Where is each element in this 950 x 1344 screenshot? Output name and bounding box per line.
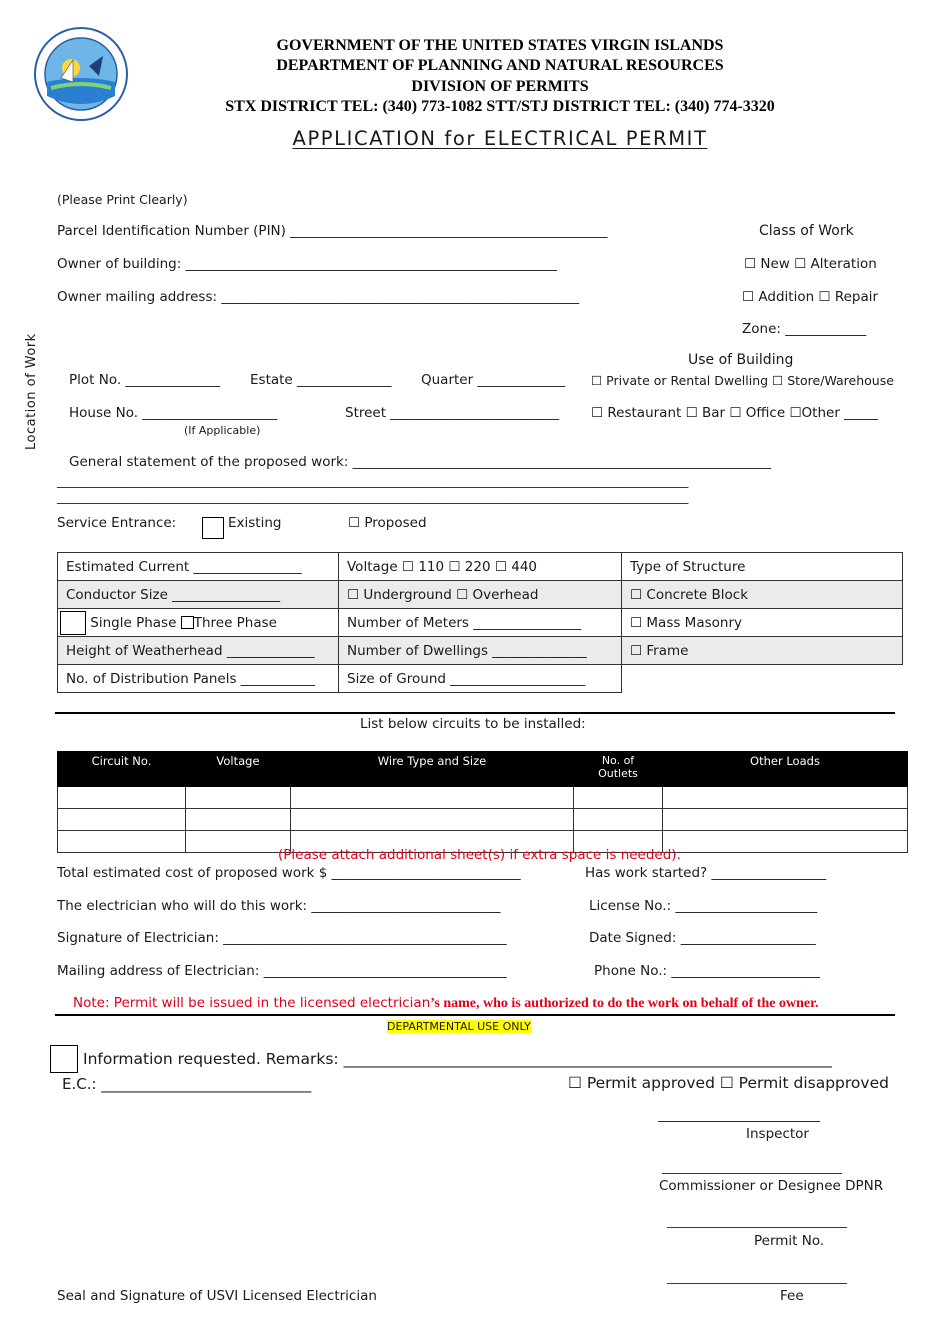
general-statement-line-2[interactable]: ___________________________________________________________________________________________________________ [57,474,689,488]
concrete-block-option[interactable]: ☐ Concrete Block [622,581,903,609]
ec-field[interactable]: E.C.: ____________________________ [62,1075,312,1093]
table-row [58,787,908,809]
number-of-dwellings-field[interactable]: Number of Dwellings ______________ [339,637,622,665]
general-statement-field[interactable]: General statement of the proposed work: ______________________________________________________________ [69,454,772,470]
use-restaurant-bar-office[interactable]: ☐ Restaurant ☐ Bar ☐ Office ☐Other _____ [591,405,878,421]
date-signed-field[interactable]: Date Signed: ____________________ [589,930,816,946]
license-no-field[interactable]: License No.: _____________________ [589,898,818,914]
voltage-options[interactable]: Voltage ☐ 110 ☐ 220 ☐ 440 [339,553,622,581]
dept-divider [55,1014,895,1016]
col-voltage: Voltage [186,752,291,787]
info-requested-checkbox[interactable] [50,1045,78,1073]
type-of-structure-title: Type of Structure [622,553,903,581]
use-of-building-title: Use of Building [688,352,794,368]
print-note: (Please Print Clearly) [57,192,188,207]
existing-checkbox[interactable] [202,517,224,539]
permit-no-sign-line[interactable]: ______________________________ [667,1214,847,1228]
owner-address-field[interactable]: Owner mailing address: _____________________________________________________ [57,289,580,305]
location-of-work-label: Location of Work [24,333,39,450]
header-division: DIVISION OF PERMITS [411,78,589,95]
commissioner-label: Commissioner or Designee DPNR [659,1178,884,1194]
remarks-field[interactable]: Information requested. Remarks: _______________________________________________________________ [83,1050,832,1068]
table-row [58,809,908,831]
col-other-loads: Other Loads [663,752,908,787]
street-field[interactable]: Street _________________________ [345,405,560,421]
page-title: APPLICATION for ELECTRICAL PERMIT [292,127,708,150]
header-government: GOVERNMENT OF THE UNITED STATES VIRGIN ISLANDS [276,37,724,54]
number-of-meters-field[interactable]: Number of Meters ________________ [339,609,622,637]
owner-field[interactable]: Owner of building: _______________________________________________________ [57,256,557,272]
header-phones: STX DISTRICT TEL: (340) 773-1082 STT/STJ DISTRICT TEL: (340) 774-3320 [225,98,775,115]
work-started-field[interactable]: Has work started? _________________ [585,865,827,881]
if-applicable-note: (If Applicable) [184,424,261,437]
empty-cell [622,665,903,693]
seal-signature-label: Seal and Signature of USVI Licensed Electrician [57,1288,377,1304]
single-phase-checkbox[interactable] [60,611,86,635]
frame-option[interactable]: ☐ Frame [622,637,903,665]
general-statement-line-3[interactable]: ___________________________________________________________________________________________________________ [57,490,689,504]
house-field[interactable]: House No. ____________________ [69,405,278,421]
single-phase-label: Single Phase [90,614,177,631]
plot-field[interactable]: Plot No. ______________ [69,372,220,388]
permit-no-label: Permit No. [754,1233,825,1249]
service-entrance-label: Service Entrance: [57,515,177,531]
inspector-label: Inspector [746,1126,809,1142]
pin-field[interactable]: Parcel Identification Number (PIN) _______________________________________________ [57,223,608,239]
phase-cell [58,609,339,637]
circuits-heading: List below circuits to be installed: [360,716,586,732]
proposed-option[interactable]: ☐ Proposed [348,515,427,531]
estimated-current-field[interactable]: Estimated Current ________________ [58,553,339,581]
circuits-table [57,751,908,853]
phone-no-field[interactable]: Phone No.: ______________________ [594,963,820,979]
fee-label: Fee [780,1288,804,1304]
zone-field[interactable]: Zone: ____________ [742,321,867,337]
inspector-sign-line[interactable]: ________________________ [658,1107,820,1123]
class-addition-repair[interactable]: ☐ Addition ☐ Repair [742,289,879,305]
usvi-dpnr-seal-logo [33,26,129,122]
size-of-ground-field[interactable]: Size of Ground ____________________ [339,665,622,693]
total-cost-field[interactable]: Total estimated cost of proposed work $ ____________________________ [57,865,521,881]
section-divider [55,712,895,714]
electrical-spec-table [57,552,903,693]
permit-approval-options[interactable]: ☐ Permit approved ☐ Permit disapproved [568,1074,889,1092]
conductor-size-field[interactable]: Conductor Size ________________ [58,581,339,609]
electrician-signature-field[interactable]: Signature of Electrician: __________________________________________ [57,930,507,946]
class-new-alteration[interactable]: ☐ New ☐ Alteration [744,256,877,272]
estate-field[interactable]: Estate ______________ [250,372,392,388]
three-phase-checkbox[interactable] [181,616,194,629]
electrician-name-field[interactable]: The electrician who will do this work: ____________________________ [57,898,501,914]
distribution-panels-field[interactable]: No. of Distribution Panels ___________ [58,665,339,693]
quarter-field[interactable]: Quarter _____________ [421,372,566,388]
commissioner-sign-line[interactable]: ______________________________ [662,1160,842,1174]
weatherhead-height-field[interactable]: Height of Weatherhead _____________ [58,637,339,665]
attach-sheet-note: (Please attach additional sheet(s) if extra space is needed). [278,847,681,863]
mass-masonry-option[interactable]: ☐ Mass Masonry [622,609,903,637]
fee-sign-line[interactable]: ______________________________ [667,1270,847,1284]
col-outlets: No. of Outlets [574,752,663,787]
departmental-use-label: DEPARTMENTAL USE ONLY [387,1020,531,1033]
existing-label: Existing [228,515,282,531]
underground-overhead-options[interactable]: ☐ Underground ☐ Overhead [339,581,622,609]
permit-note: Note: Permit will be issued in the licensed electrician’s name, who is authorized to do the work on behalf of the owner. [73,995,819,1011]
use-dwelling-store[interactable]: ☐ Private or Rental Dwelling ☐ Store/Warehouse [591,373,894,388]
electrician-mailing-field[interactable]: Mailing address of Electrician: ____________________________________ [57,963,507,979]
col-wire-type: Wire Type and Size [291,752,574,787]
class-of-work-title: Class of Work [759,223,854,239]
three-phase-label: Three Phase [193,614,277,631]
header-department: DEPARTMENT OF PLANNING AND NATURAL RESOURCES [276,57,724,74]
col-circuit-no: Circuit No. [58,752,186,787]
